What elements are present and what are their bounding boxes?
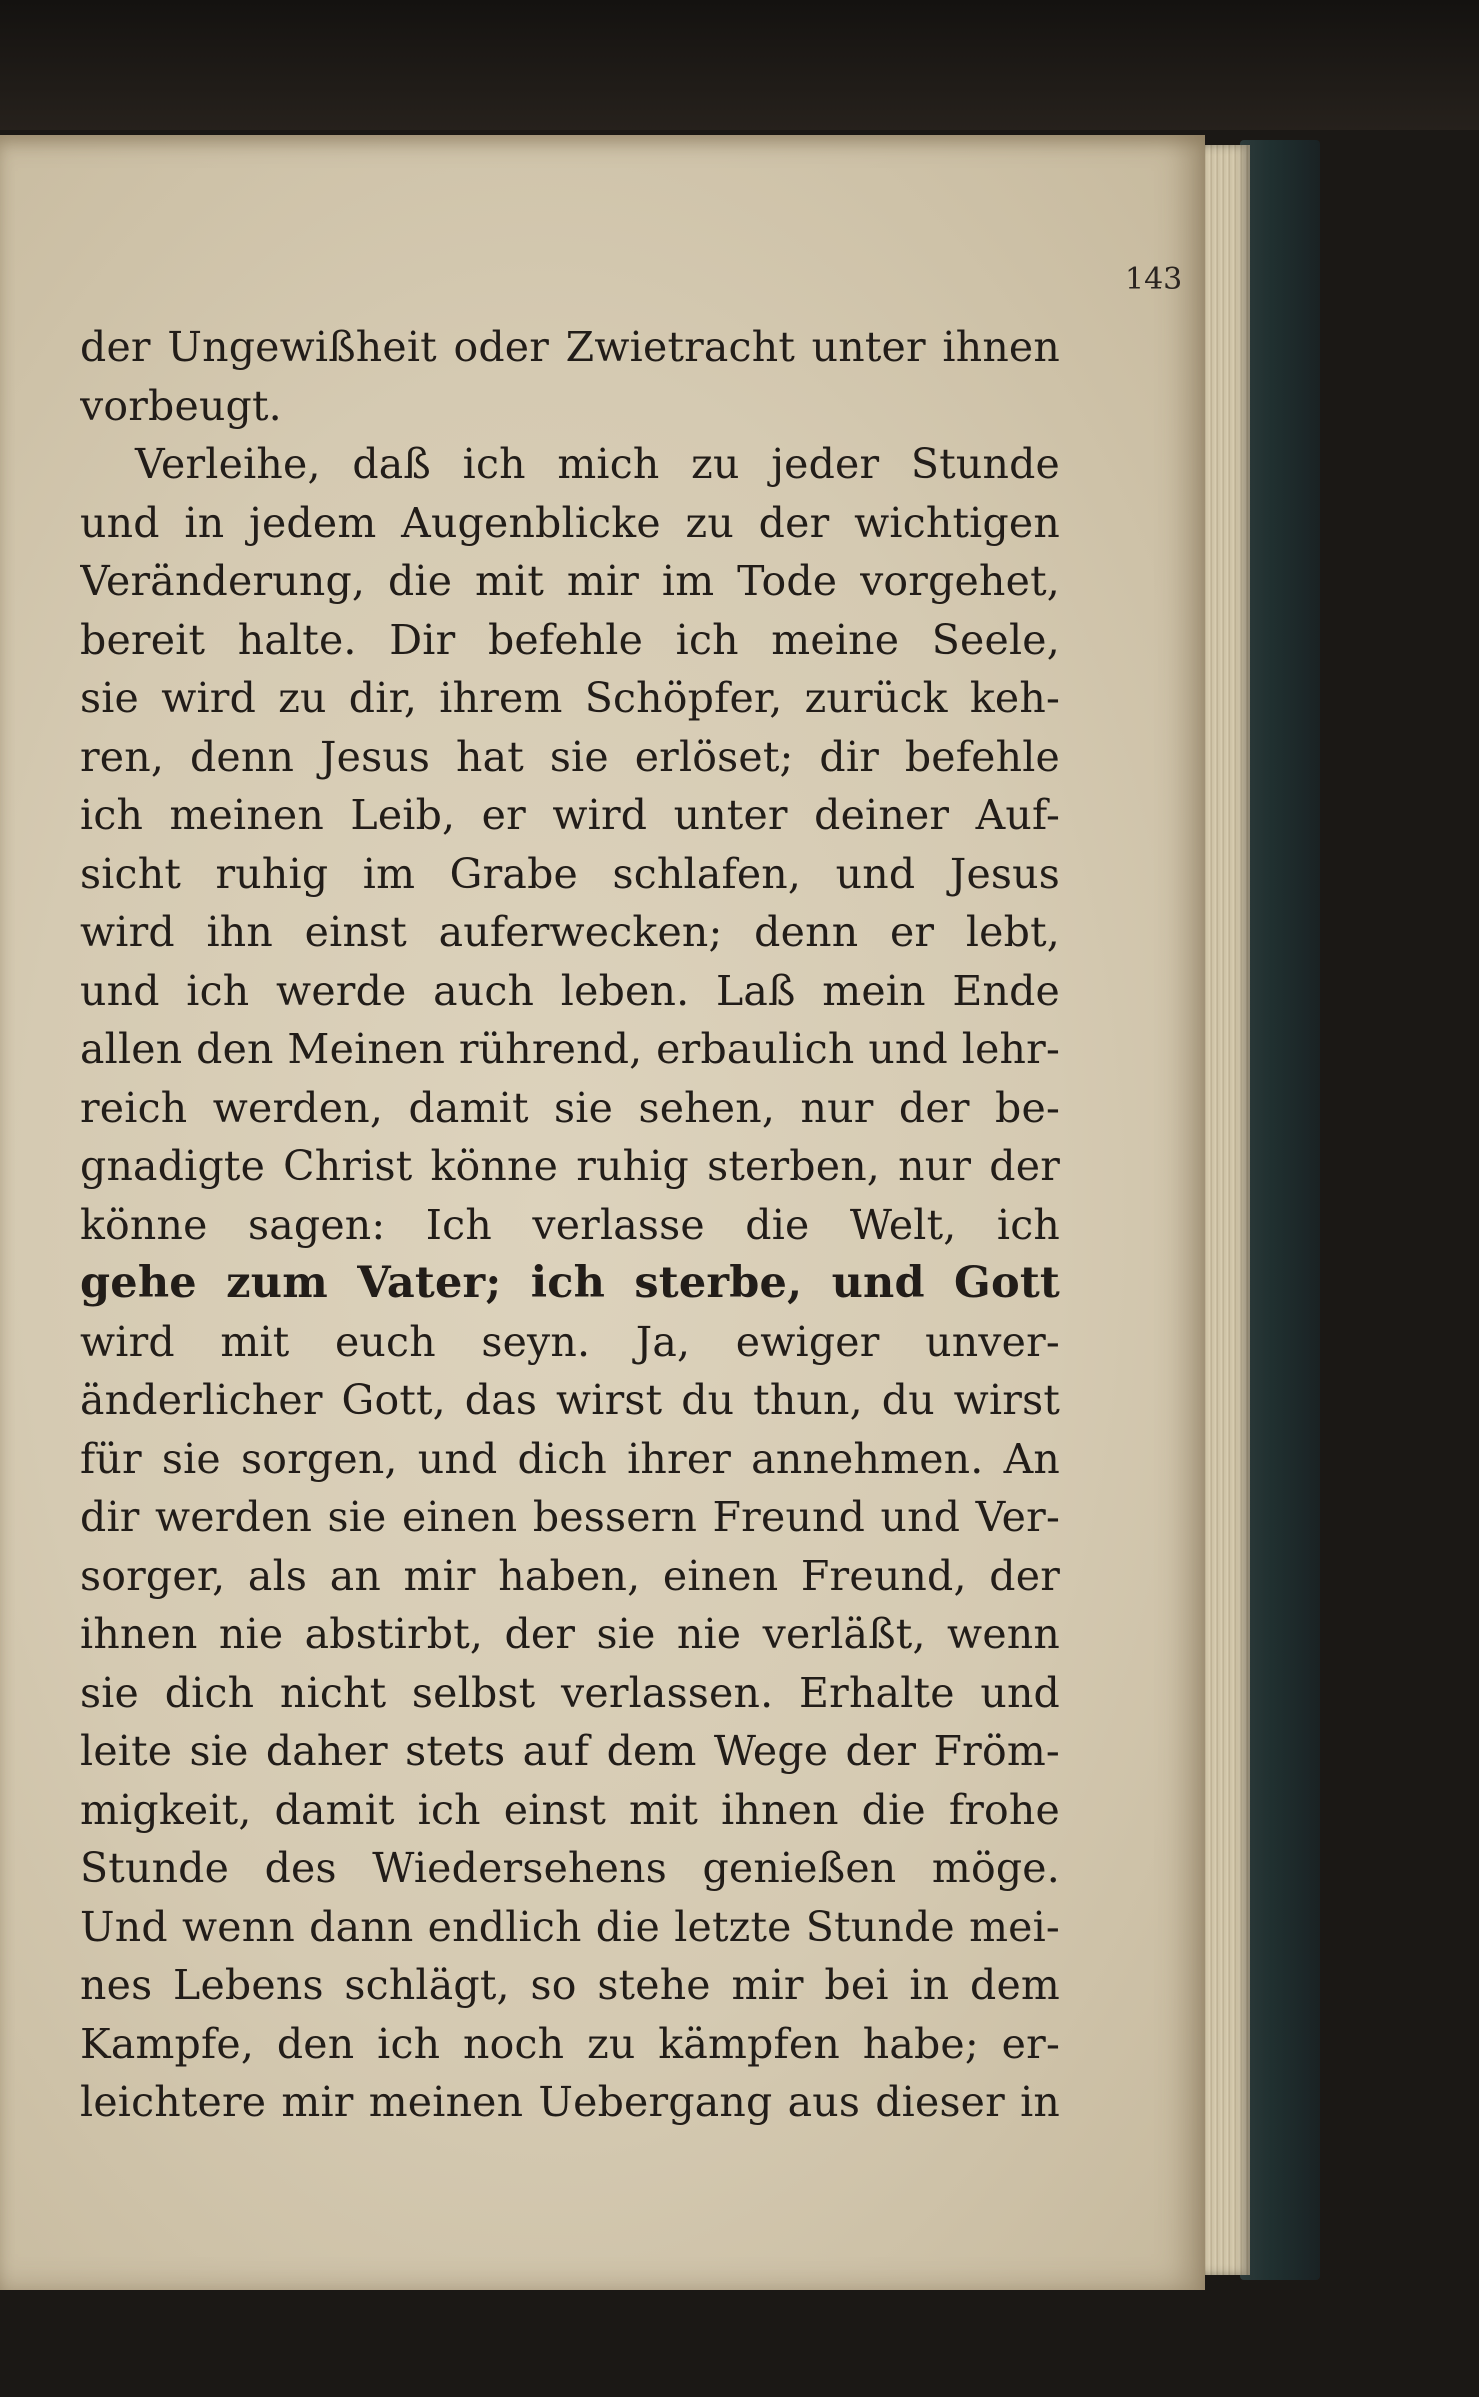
text-line: gnadigte Christ könne ruhig sterben, nur der [80, 1142, 1060, 1190]
text-line: wird ihn einst auferwecken; denn er lebt, [80, 908, 1060, 956]
text-line: reich werden, damit sie sehen, nur der be- [80, 1083, 1060, 1132]
text-line: wird mit euch seyn. Ja, ewiger unver- [80, 1317, 1060, 1366]
text-line: allen den Meinen rührend, erbaulich und lehr- [80, 1025, 1060, 1073]
scan-background [0, 0, 1479, 130]
text-line: leite sie daher stets auf dem Wege der Fröm- [80, 1727, 1060, 1775]
text-line: sie wird zu dir, ihrem Schöpfer, zurück keh- [80, 674, 1060, 722]
text-line: und ich werde auch leben. Laß mein Ende [80, 966, 1060, 1015]
text-line: für sie sorgen, und dich ihrer annehmen. An [80, 1434, 1060, 1483]
book-cover-edge [1240, 140, 1320, 2280]
text-line: Kampfe, den ich noch zu kämpfen habe; er- [80, 2019, 1060, 2068]
text-line: könne sagen: Ich verlasse die Welt, ich [80, 1200, 1060, 1249]
text-line: Veränderung, die mit mir im Tode vorgehet, [80, 557, 1060, 605]
text-line: ren, denn Jesus hat sie erlöset; dir befehle [80, 732, 1060, 781]
page-text [80, 318, 1060, 2132]
text-line: ihnen nie abstirbt, der sie nie verläßt, wenn [80, 1610, 1060, 1658]
page-number: 143 [1125, 262, 1183, 297]
text-line: sie dich nicht selbst verlassen. Erhalte und [80, 1668, 1060, 1717]
text-line: der Ungewißheit oder Zwietracht unter ihnen [80, 323, 1060, 371]
text-line: bereit halte. Dir befehle ich meine Seele, [80, 615, 1060, 664]
text-line: leichtere mir meinen Uebergang aus dieser in [80, 2078, 1060, 2126]
text-line: migkeit, damit ich einst mit ihnen die frohe [80, 1785, 1060, 1834]
text-line: Stunde des Wiedersehens genießen möge. [80, 1844, 1060, 1892]
text-line: nes Lebens schlägt, so stehe mir bei in dem [80, 1961, 1060, 2009]
text-line: vorbeugt. [80, 381, 282, 430]
text-line: gehe zum Vater; ich sterbe, und Gott [80, 1258, 1060, 1308]
text-line: und in jedem Augenblicke zu der wichtigen [80, 498, 1060, 547]
text-line: Und wenn dann endlich die letzte Stunde mei- [80, 1902, 1060, 1951]
text-line: dir werden sie einen bessern Freund und Ver- [80, 1493, 1060, 1541]
text-line: änderlicher Gott, das wirst du thun, du wirst [80, 1376, 1060, 1424]
text-line: ich meinen Leib, er wird unter deiner Auf- [80, 791, 1060, 839]
text-line: Verleihe, daß ich mich zu jeder Stunde [135, 440, 1060, 488]
text-line: sorger, als an mir haben, einen Freund, der [80, 1551, 1060, 1600]
text-line: sicht ruhig im Grabe schlafen, und Jesus [80, 849, 1060, 898]
